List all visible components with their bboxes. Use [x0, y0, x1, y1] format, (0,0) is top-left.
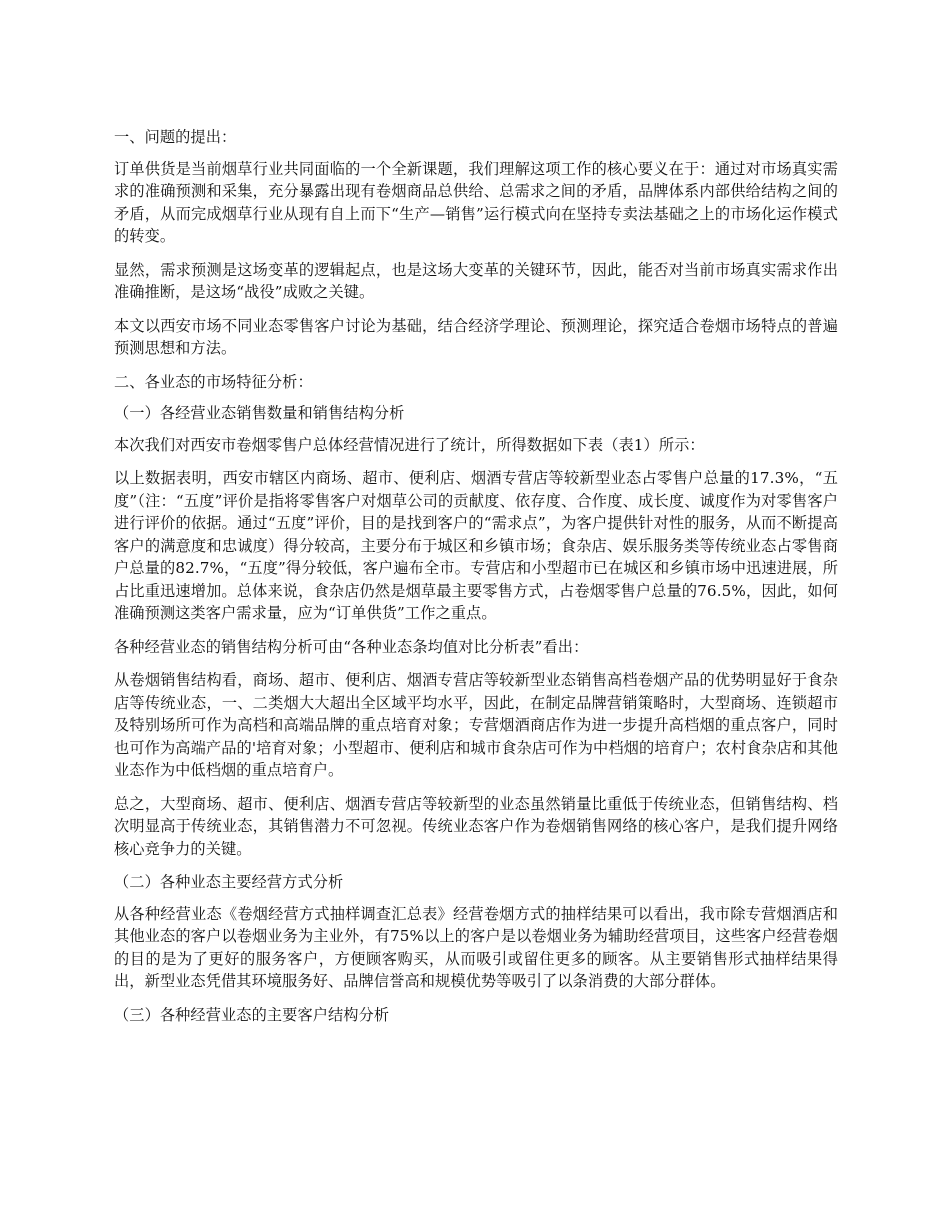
document-body	[114, 126, 838, 1035]
paragraph: 从各种经营业态《卷烟经营方式抽样调查汇总表》经营卷烟方式的抽样结果可以看出，我市除专营烟酒店和其他业态的客户以卷烟业务为主业外，有75%以上的客户是以卷烟业务为辅助经营项目，这些客户经营卷烟的目的是为了更好的服务客户，方便顾客购买，从而吸引或留住更多的顾客。从主要销售形式抽样结果得出，新型业态凭借其环境服务好、品牌信誉高和规模优势等吸引了以条消费的大部分群体。	[114, 904, 838, 990]
paragraph: 本次我们对西安市卷烟零售户总体经营情况进行了统计，所得数据如下表（表1）所示：	[114, 435, 705, 454]
paragraph: 各种经营业态的销售结构分析可由“各种业态条均值对比分析表”看出：	[114, 637, 589, 656]
section-heading-market-analysis: 二、各业态的市场特征分析：	[114, 372, 313, 391]
subsection-heading-sales: （一）各经营业态销售数量和销售结构分析	[114, 404, 405, 422]
paragraph: 总之，大型商场、超市、便利店、烟酒专营店等较新型的业态虽然销量比重低于传统业态，但销售结构、档次明显高于传统业态，其销售潜力不可忽视。传统业态客户作为卷烟销售网络的核心客户，是我们提升网络核心竞争力的关键。	[114, 794, 838, 858]
section-heading-problem: 一、问题的提出：	[114, 128, 237, 146]
subsection-heading-operation: （二）各种业态主要经营方式分析	[114, 873, 344, 891]
paragraph: 以上数据表明，西安市辖区内商场、超市、便利店、烟酒专营店等较新型业态占零售户总量的17.3%，“五度”（注：“五度”评价是指将零售客户对烟草公司的贡献度、依存度、合作度、成长度、诚度作为对零售客户进行评价的依据。通过“五度”评价，目的是找到客户的“需求点”，为客户提供针对性的服务，从而不断提高客户的满意度和忠诚度）得分较高，主要分布于城区和乡镇市场；食杂店、娱乐服务类等传统业态占零售商户总量的82.7%，“五度”得分较低，客户遍布全市。专营店和小型超市已在城区和乡镇市场中迅速进展，所占比重迅速增加。总体来说，食杂店仍然是烟草最主要零售方式，占卷烟零售户总量的76.5%，因此，如何准确预测这类客户需求量，应为“订单供货”工作之重点。	[114, 469, 838, 622]
paragraph: 显然，需求预测是这场变革的逻辑起点，也是这场大变革的关键环节，因此，能否对当前市场真实需求作出准确推断，是这场“战役”成败之关键。	[114, 260, 838, 301]
paragraph: 订单供货是当前烟草行业共同面临的一个全新课题，我们理解这项工作的核心要义在于：通过对市场真实需求的准确预测和采集，充分暴露出现有卷烟商品总供给、总需求之间的矛盾，品牌体系内部供给结构之间的矛盾，从而完成烟草行业从现有自上而下“生产—销售”运行模式向在坚持专卖法基础之上的市场化运作模式的转变。	[114, 159, 838, 245]
paragraph: 从卷烟销售结构看，商场、超市、便利店、烟酒专营店等较新型业态销售高档卷烟产品的优势明显好于食杂店等传统业态，一、二类烟大大超出全区域平均水平，因此，在制定品牌营销策略时，大型商场、连锁超市及特别场所可作为高档和高端品牌的重点培育对象；专营烟酒商店作为进一步提升高档烟的重点客户，同时也可作为高端产品的'培育对象；小型超市、便利店和城市食杂店可作为中档烟的培育户；农村食杂店和其他业态作为中低档烟的重点培育户。	[114, 671, 838, 779]
paragraph: 本文以西安市场不同业态零售客户讨论为基础，结合经济学理论、预测理论，探究适合卷烟市场特点的普遍预测思想和方法。	[114, 316, 838, 357]
subsection-heading-customers: （三）各种经营业态的主要客户结构分析	[114, 1005, 390, 1024]
